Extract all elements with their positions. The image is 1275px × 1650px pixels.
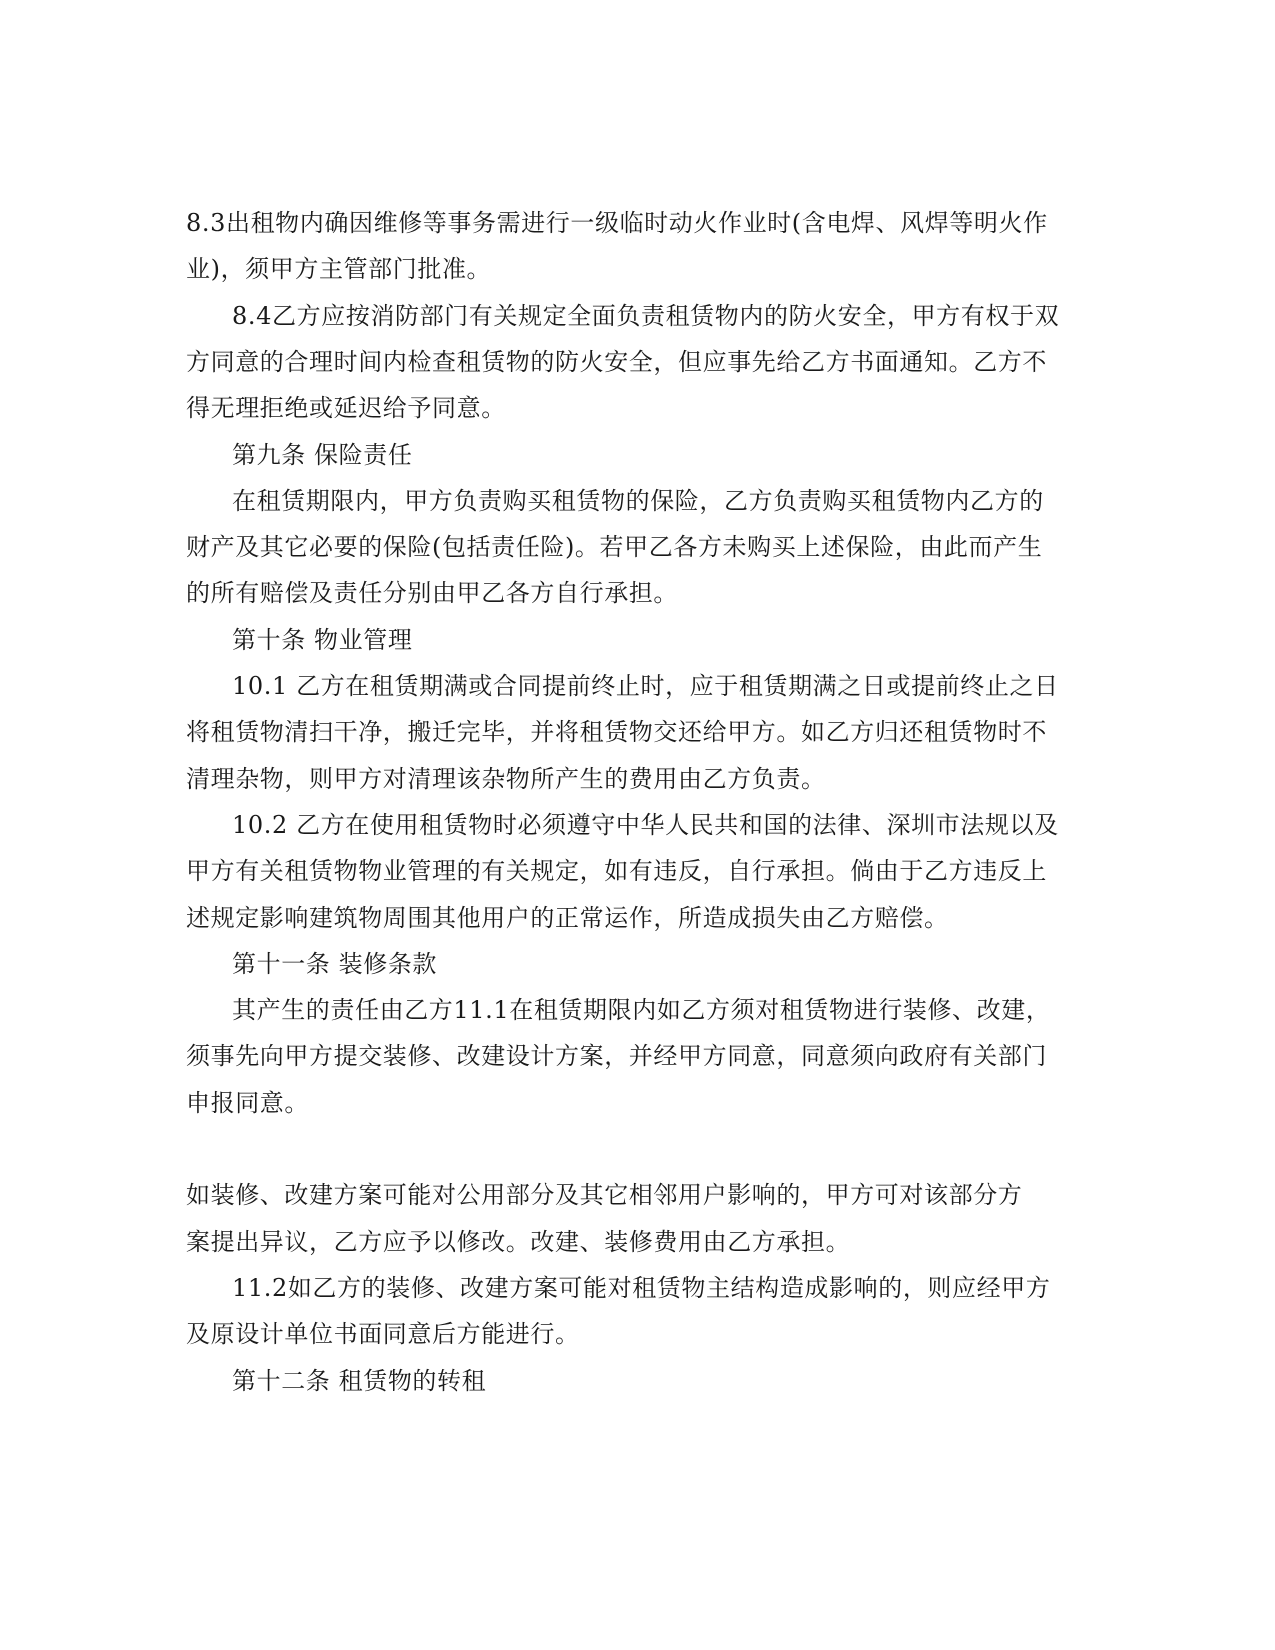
text-line: 8.3出租物内确因维修等事务需进行一级临时动火作业时(含电焊、风焊等明火作	[186, 209, 1048, 237]
section-heading: 第十二条 租赁物的转租	[232, 1367, 487, 1395]
text-line: 方同意的合理时间内检查租赁物的防火安全，但应事先给乙方书面通知。乙方不	[186, 348, 1047, 376]
text-line: 财产及其它必要的保险(包括责任险)。若甲乙各方未购买上述保险，由此而产生	[186, 533, 1043, 561]
text-line: 得无理拒绝或延迟给予同意。	[186, 394, 506, 422]
text-line: 申报同意。	[186, 1089, 309, 1117]
text-line: 将租赁物清扫干净，搬迁完毕，并将租赁物交还给甲方。如乙方归还租赁物时不	[186, 718, 1047, 746]
text-line: 10.2 乙方在使用租赁物时必须遵守中华人民共和国的法律、深圳市法规以及	[232, 811, 1059, 839]
text-line: 述规定影响建筑物周围其他用户的正常运作，所造成损失由乙方赔偿。	[186, 904, 949, 932]
text-line: 8.4乙方应按消防部门有关规定全面负责租赁物内的防火安全，甲方有权于双	[232, 302, 1060, 330]
section-heading: 第十一条 装修条款	[232, 950, 438, 978]
text-line: 如装修、改建方案可能对公用部分及其它相邻用户影响的，甲方可对该部分方	[186, 1181, 1023, 1209]
text-line: 及原设计单位书面同意后方能进行。	[186, 1320, 580, 1348]
text-line: 11.2如乙方的装修、改建方案可能对租赁物主结构造成影响的，则应经甲方	[232, 1274, 1051, 1302]
text-line: 业)，须甲方主管部门批准。	[186, 255, 492, 283]
text-line: 清理杂物，则甲方对清理该杂物所产生的费用由乙方负责。	[186, 765, 826, 793]
text-line: 甲方有关租赁物物业管理的有关规定，如有违反，自行承担。倘由于乙方违反上	[186, 857, 1047, 885]
section-heading: 第九条 保险责任	[232, 441, 413, 469]
text-line: 须事先向甲方提交装修、改建设计方案，并经甲方同意，同意须向政府有关部门	[186, 1042, 1047, 1070]
text-line: 案提出异议，乙方应予以修改。改建、装修费用由乙方承担。	[186, 1228, 851, 1256]
text-line: 在租赁期限内，甲方负责购买租赁物的保险，乙方负责购买租赁物内乙方的	[232, 487, 1044, 515]
text-line: 的所有赔偿及责任分别由甲乙各方自行承担。	[186, 579, 678, 607]
text-line: 其产生的责任由乙方11.1在租赁期限内如乙方须对租赁物进行装修、改建，	[232, 996, 1051, 1024]
section-heading: 第十条 物业管理	[232, 626, 413, 654]
text-line: 10.1 乙方在租赁期满或合同提前终止时，应于租赁期满之日或提前终止之日	[232, 672, 1059, 700]
